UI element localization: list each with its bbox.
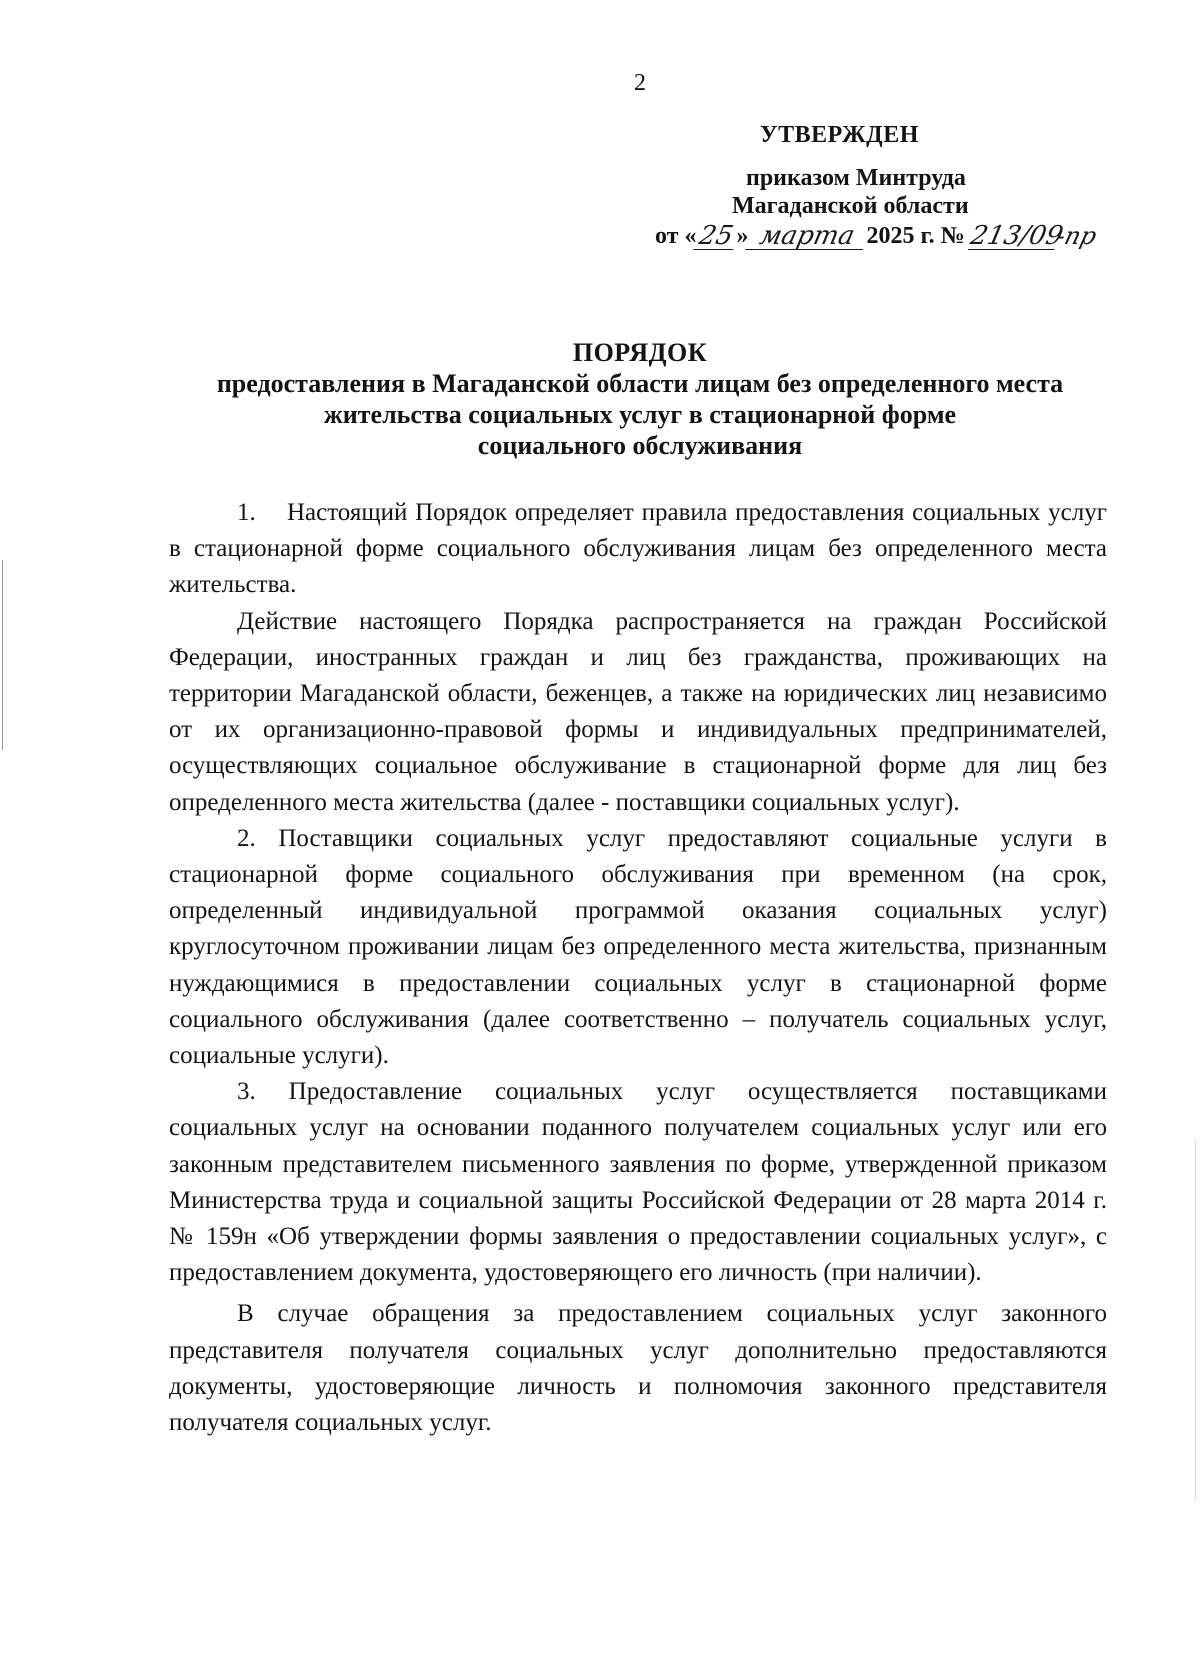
paragraph: Действие настоящего Порядка распространяется на граждан Российской Федерации, иностранных граждан и лиц без гражданства, проживающих на территории Магаданской области, беженцев, а также на юридических лиц независимо от их организационно-правовой формы и индивидуальных предпринимателей, осуществляющих социальное обслуживание в стационарной форме для лиц без определенного места жительства (далее - поставщики социальных услуг).	[169, 607, 1107, 816]
handwritten-order-number: 213/09	[967, 221, 1066, 251]
paragraph: В случае обращения за предоставлением социальных услуг законного представителя получателя социальных услуг дополнительно предоставляются документы, удостоверяющие личность и полномочия законного представителя получателя социальных услуг.	[169, 1300, 1107, 1437]
scan-edge-mark	[1195, 1140, 1196, 1500]
title-subtitle-line: социального обслуживания	[477, 431, 803, 460]
scan-edge-mark	[2, 560, 3, 750]
page-number: 2	[634, 70, 646, 96]
date-year: 2025 г. №	[866, 223, 965, 249]
title-subtitle-line: предоставления в Магаданской области лицам без определенного места	[216, 369, 1064, 398]
title-subtitle-line: жительства социальных услуг в стационарной форме	[323, 400, 957, 429]
paragraph: 2. Поставщики социальных услуг предоставляют социальные услуги в стационарной форме социального обслуживания при временном (на срок, определенный индивидуальной программой оказания социальных услуг) круглосуточном проживании лицам без определенного места жительства, признанным нуждающимися в предоставлении социальных услуг в стационарной форме социального обслуживания (далее соответственно – получатель социальных услуг, социальные услуги).	[169, 824, 1107, 1070]
date-prefix: от «	[655, 223, 697, 249]
approval-region-line: Магаданской области	[732, 193, 969, 219]
document-body	[169, 495, 1107, 1441]
approval-order-line: приказом Минтруда	[746, 165, 966, 191]
approval-date-line	[655, 221, 1100, 251]
handwritten-day: 25	[694, 223, 740, 250]
approved-heading: УТВЕРЖДЕН	[760, 122, 919, 148]
paragraph: 3. Предоставление социальных услуг осуществляется поставщиками социальных услуг на основании поданного получателем социальных услуг или его законным представителем письменного заявления по форме, утвержденной приказом Министерства труда и социальной защиты Российской Федерации от 28 марта 2014 г. № 159н «Об утверждении формы заявления о предоставлении социальных услуг», с предоставлением документа, удостоверяющего его личность (при наличии).	[169, 1078, 1107, 1287]
paragraph: 1. Настоящий Порядок определяет правила предоставления социальных услуг в стационарной форме социального обслуживания лицам без определенного места жительства.	[169, 499, 1107, 599]
date-close-quote: »	[736, 223, 749, 249]
handwritten-order-suffix: -пр	[1053, 222, 1100, 250]
title-heading: ПОРЯДОК	[572, 338, 708, 367]
handwritten-month: марта	[746, 223, 870, 250]
document-title	[170, 337, 1110, 461]
